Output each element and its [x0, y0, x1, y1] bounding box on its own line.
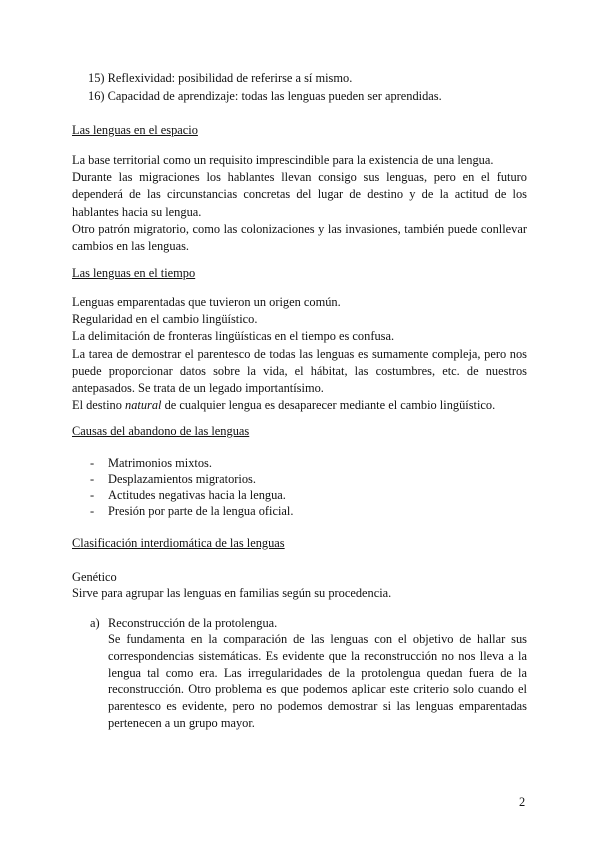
paragraph: Lenguas emparentadas que tuvieron un origen común. — [72, 295, 341, 309]
list-text: Actitudes negativas hacia la lengua. — [108, 488, 286, 502]
item-title: Reconstrucción de la protolengua. — [108, 616, 278, 630]
section-heading: Clasificación interdiomática de las lenguas — [72, 536, 285, 550]
list-item — [88, 88, 442, 105]
text: El destino — [72, 398, 125, 413]
list-text: Reflexividad: posibilidad de referirse a sí mismo. — [107, 71, 353, 85]
text: de cualquier lengua es desaparecer mediante el cambio lingüístico. — [161, 398, 496, 413]
list-text: Capacidad de aprendizaje: todas las lenguas pueden ser aprendidas. — [107, 89, 442, 103]
list-number: 15) — [88, 71, 105, 85]
section-body — [72, 152, 527, 255]
paragraph: La delimitación de fronteras lingüísticas en el tiempo es confusa. — [72, 329, 395, 344]
paragraph: Sirve para agrupar las lenguas en familias según su procedencia. — [72, 586, 392, 600]
list-text: Presión por parte de la lengua oficial. — [108, 504, 294, 518]
list-item — [88, 70, 352, 87]
paragraph: La base territorial como un requisito imprescindible para la existencia de una lengua. — [72, 153, 494, 167]
item-marker: a) — [90, 616, 100, 630]
italic-text: natural — [125, 398, 162, 413]
bullet: - — [90, 456, 95, 470]
section-heading: Causas del abandono de las lenguas — [72, 424, 250, 438]
list-number: 16) — [88, 89, 105, 103]
paragraph: Durante las migraciones los hablantes llevan consigo sus lenguas, pero en el futuro dependerá de las circunstancias concretas del lugar de destino y de la actitud de los hablantes hacia su lengua. — [72, 170, 527, 219]
list-text: Matrimonios mixtos. — [108, 456, 212, 470]
list-text: Desplazamientos migratorios. — [108, 472, 256, 486]
paragraph: La tarea de demostrar el parentesco de todas las lenguas es sumamente compleja, pero nos puede proporcionar datos sobre la vida, el hábitat, las costumbres, etc. de nuestros antepasados. Se trata de un legado importantísimo. — [72, 346, 527, 396]
bullet: - — [90, 488, 95, 502]
bullet: - — [90, 472, 95, 486]
paragraph: Regularidad en el cambio lingüístico. — [72, 312, 258, 327]
section-heading: Las lenguas en el tiempo — [72, 266, 196, 280]
bullet: - — [90, 504, 95, 518]
subheading: Genético — [72, 570, 117, 584]
paragraph: Otro patrón migratorio, como las colonizaciones y las invasiones, también puede conllevar cambios en las lenguas. — [72, 221, 527, 254]
page-number: 2 — [519, 795, 526, 809]
section-heading: Las lenguas en el espacio — [72, 123, 198, 137]
paragraph — [72, 397, 527, 414]
section-body — [72, 294, 527, 414]
item-body: Se fundamenta en la comparación de las lenguas con el objetivo de hallar sus correspondencias sistemáticas. Es evidente que la reconstrucción no nos lleva a la lengua tal como era. Las irregularidades de la protolengua quedan fuera de la reconstrucción. Otro problema es que podemos aplicar este criterio solo cuando el parentesco es evidente, pero no podemos demostrar si las lenguas emparentadas pertenecen a un grupo mayor. — [108, 632, 527, 730]
